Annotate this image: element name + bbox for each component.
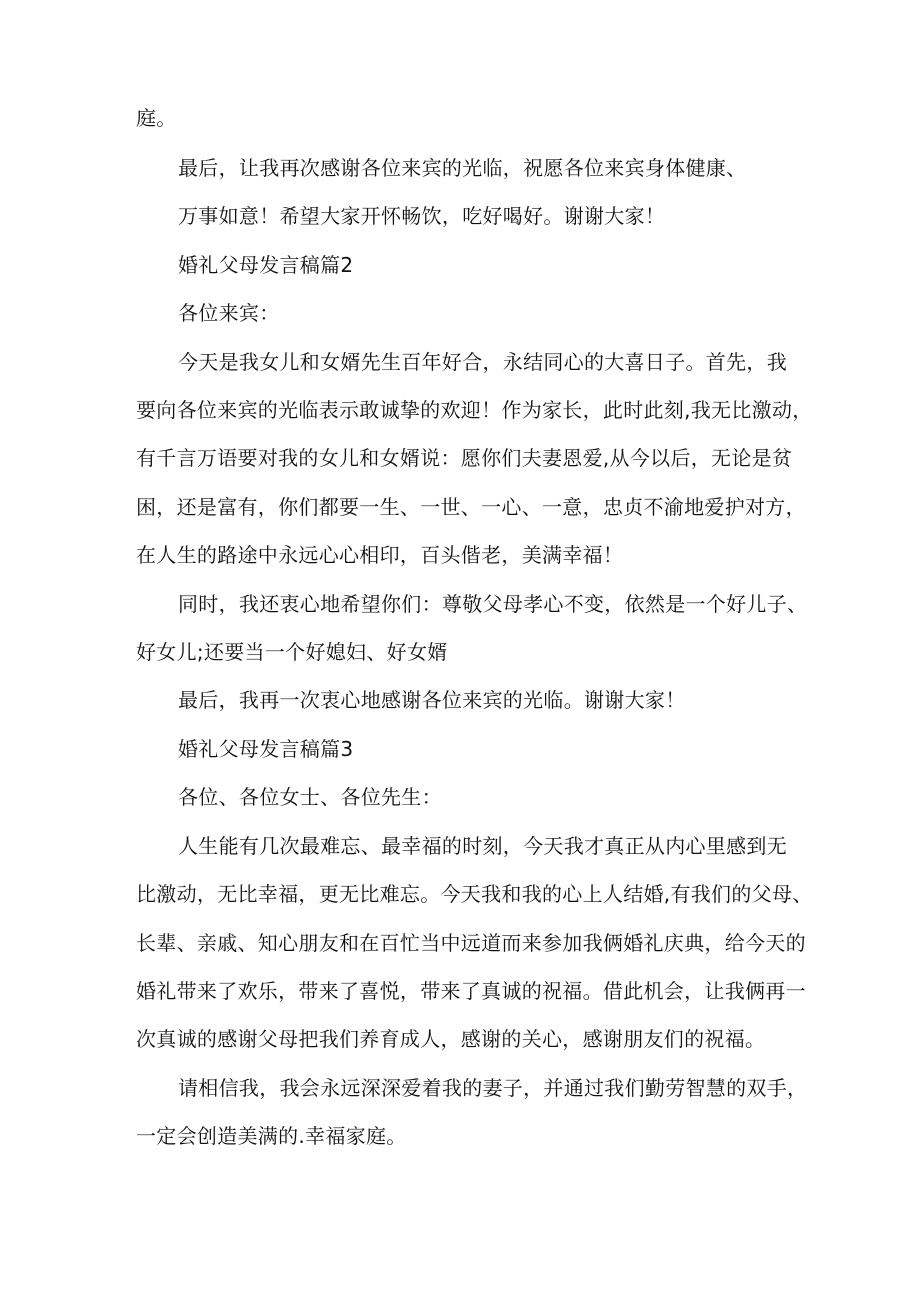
text-line: 有千言万语要对我的女儿和女婿说：愿你们夫妻恩爱,从今以后，无论是贫 [136, 446, 793, 470]
text-line: 一定会创造美满的.幸福家庭。 [136, 1124, 407, 1148]
text-line: 最后，让我再次感谢各位来宾的光临，祝愿各位来宾身体健康、 [178, 156, 747, 180]
section-heading: 婚礼父母发言稿篇3 [178, 737, 354, 761]
text-line: 请相信我，我会永远深深爱着我的妻子，并通过我们勤劳智慧的双手， [178, 1076, 808, 1100]
text-line: 同时，我还衷心地希望你们：尊敬父母孝心不变，依然是一个好儿子、 [178, 592, 808, 616]
salutation: 各位来宾： [178, 301, 280, 325]
text-line: 今天是我女儿和女婿先生百年好合，永结同心的大喜日子。首先，我 [178, 350, 787, 374]
text-line: 万事如意！希望大家开怀畅饮，吃好喝好。谢谢大家！ [178, 204, 666, 228]
text-line: 困，还是富有，你们都要一生、一世、一心、一意，忠贞不渝地爱护对方， [136, 495, 806, 519]
text-line: 长辈、亲戚、知心朋友和在百忙当中远道而来参加我俩婚礼庆典，给今天的 [136, 931, 806, 955]
text-line: 要向各位来宾的光临表示敢诚挚的欢迎！作为家长，此时此刻,我无比激动， [136, 398, 813, 422]
text-line: 婚礼带来了欢乐，带来了喜悦，带来了真诚的祝福。借此机会，让我俩再一 [136, 979, 806, 1003]
text-line: 好女儿;还要当一个好媳妇、好女婿 [136, 640, 448, 664]
text-line: 庭。 [136, 106, 177, 130]
text-line: 在人生的路途中永远心心相印，百头偕老，美满幸福！ [136, 543, 624, 567]
text-line: 次真诚的感谢父母把我们养育成人，感谢的关心，感谢朋友们的祝福。 [136, 1027, 766, 1051]
salutation: 各位、各位女士、各位先生： [178, 785, 442, 809]
section-heading: 婚礼父母发言稿篇2 [178, 253, 354, 277]
text-line: 人生能有几次最难忘、最幸福的时刻，今天我才真正从内心里感到无 [178, 834, 787, 858]
text-line: 最后，我再一次衷心地感谢各位来宾的光临。谢谢大家！ [178, 688, 686, 712]
text-line: 比激动，无比幸福，更无比难忘。今天我和我的心上人结婚,有我们的父母、 [136, 882, 813, 906]
